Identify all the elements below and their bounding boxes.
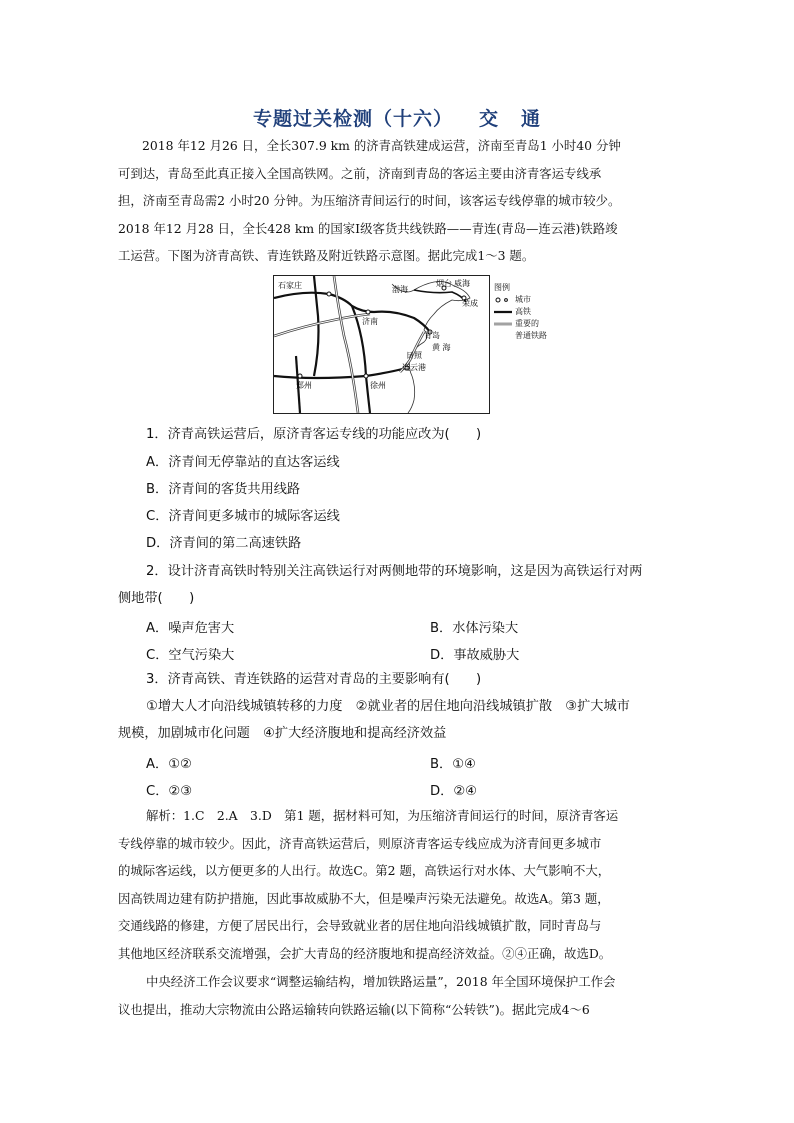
analysis-paragraph <box>118 802 678 967</box>
label-yantai: 烟台 <box>436 279 452 288</box>
legend-city <box>494 294 547 306</box>
question-3-option-a: A．①② <box>146 757 192 772</box>
legend-city-label: 城市 <box>515 295 531 304</box>
analysis-line: 专线停靠的城市较少。因此，济青高铁运营后，则原济青客运专线应成为济青间更多城市 <box>118 835 602 851</box>
title-part1: 交 <box>478 108 499 130</box>
analysis-line: 其他地区经济联系交流增强，会扩大青岛的经济腹地和提高经济效益。②④正确，故选D。 <box>118 945 612 961</box>
page-title <box>0 104 794 131</box>
city-marker <box>364 374 368 378</box>
label-rizhao: 日照 <box>406 351 422 360</box>
next-passage <box>118 968 678 1023</box>
hsr-xuzhou-east <box>274 368 406 378</box>
legend-rail <box>494 318 547 330</box>
rail-yantai-rongcheng <box>414 290 466 302</box>
question-3-items: ①增大人才向沿线城镇转移的力度 ②就业者的居住地向沿线城镇扩散 ③扩大城市 <box>146 699 630 714</box>
next-passage-line: 议也提出，推动大宗物流由公路运输转向铁路运输(以下简称“公转铁”)。据此完成4～6 <box>118 1001 590 1017</box>
label-zhengzhou: 郑州 <box>296 381 312 390</box>
legend-title: 图例 <box>494 283 510 292</box>
analysis-line: 因高铁周边建有防护措施，因此事故威胁不大，但是噪声污染无法避免。故选A。第3 题， <box>118 890 610 906</box>
question-3-stem: 3．济青高铁、青连铁路的运营对青岛的主要影响有( ) <box>146 672 482 687</box>
city-marker <box>298 374 302 378</box>
city-marker <box>327 292 331 296</box>
question-1-option-b: B．济青间的客货共用线路 <box>146 482 301 497</box>
railway-map <box>273 275 490 414</box>
question-1-option-c: C．济青间更多城市的城际客运线 <box>146 509 340 524</box>
question-2-option-d: D．事故威胁大 <box>430 648 520 663</box>
legend-hsr <box>494 306 547 318</box>
hsr-jinan-qingdao <box>274 293 430 332</box>
question-1-option-a: A．济青间无停靠站的直达客运线 <box>146 455 340 470</box>
question-3-option-d: D．②④ <box>430 784 477 799</box>
analysis-line: 解析：1.C 2.A 3.D 第1 题，据材料可知，为压缩济青间运行的时间，原济青客运 <box>146 808 619 823</box>
question-3-items-cont: 规模，加剧城市化问题 ④扩大经济腹地和提高经济效益 <box>118 726 447 741</box>
title-main: 专题过关检测（十六） <box>252 108 453 130</box>
intro-line: 2018 年12 月28 日，全长428 km 的国家Ⅰ级客货共线铁路——青连(青岛—连云港)铁路竣 <box>118 220 618 236</box>
label-lianyungang: 连云港 <box>402 363 426 372</box>
intro-paragraph <box>118 132 678 270</box>
title-part2: 通 <box>521 108 542 130</box>
question-2-option-a: A．噪声危害大 <box>146 621 235 636</box>
label-bohai: 渤海 <box>392 285 408 294</box>
hsr-shijiazhuang <box>314 276 319 376</box>
next-passage-line: 中央经济工作会议要求“调整运输结构，增加铁路运量”，2018 年全国环境保护工作会 <box>146 974 616 989</box>
intro-line: 2018 年12 月26 日，全长307.9 km 的济青高铁建成运营，济南至青岛1 小时40 分钟 <box>142 138 621 153</box>
question-2-option-b: B．水体污染大 <box>430 621 519 636</box>
legend-rail-label: 重要的 <box>515 319 539 328</box>
question-2-stem: 2．设计济青高铁时特别关注高铁运行对两侧地带的环境影响，这是因为高铁运行对两 <box>146 564 643 579</box>
analysis-line: 的城际客运线，以方便更多的人出行。故选C。第2 题，高铁运行对水体、大气影响不大， <box>118 863 611 878</box>
legend-rail-label-2: 普通铁路 <box>515 331 547 340</box>
coastline <box>392 282 470 414</box>
city-marker <box>366 310 370 314</box>
label-xuzhou: 徐州 <box>370 381 386 390</box>
label-shijiazhuang: 石家庄 <box>278 281 302 290</box>
question-1-stem: 1．济青高铁运营后，原济青客运专线的功能应改为( ) <box>146 427 482 442</box>
question-2-option-c: C．空气污染大 <box>146 648 235 663</box>
analysis-line: 交通线路的修建，方便了居民出行，会导致就业者的居住地向沿线城镇扩散，同时青岛与 <box>118 918 602 933</box>
intro-line: 担，济南至青岛需2 小时20 分钟。为压缩济青间运行的时间，该客运专线停靠的城市较少。 <box>118 193 621 208</box>
intro-line: 工运营。下图为济青高铁、青连铁路及附近铁路示意图。据此完成1～3 题。 <box>118 248 535 263</box>
map-legend <box>494 282 547 342</box>
label-huanghai: 黄 海 <box>432 343 451 352</box>
legend-hsr-label: 高铁 <box>515 307 531 316</box>
question-3-option-b: B．①④ <box>430 757 476 772</box>
label-qingdao: 青岛 <box>424 331 440 340</box>
question-2-stem-cont: 侧地带( ) <box>118 591 195 606</box>
label-jinan: 济南 <box>362 317 378 326</box>
question-3-option-c: C．②③ <box>146 784 193 799</box>
railway-map-svg <box>274 276 489 413</box>
label-weihai: 威海 <box>454 279 470 288</box>
question-1-option-d: D．济青间的第二高速铁路 <box>146 536 302 551</box>
label-rongcheng: 荣成 <box>462 299 478 308</box>
intro-line: 可到达，青岛至此真正接入全国高铁网。之前，济南到青岛的客运主要由济青客运专线承 <box>118 165 602 181</box>
